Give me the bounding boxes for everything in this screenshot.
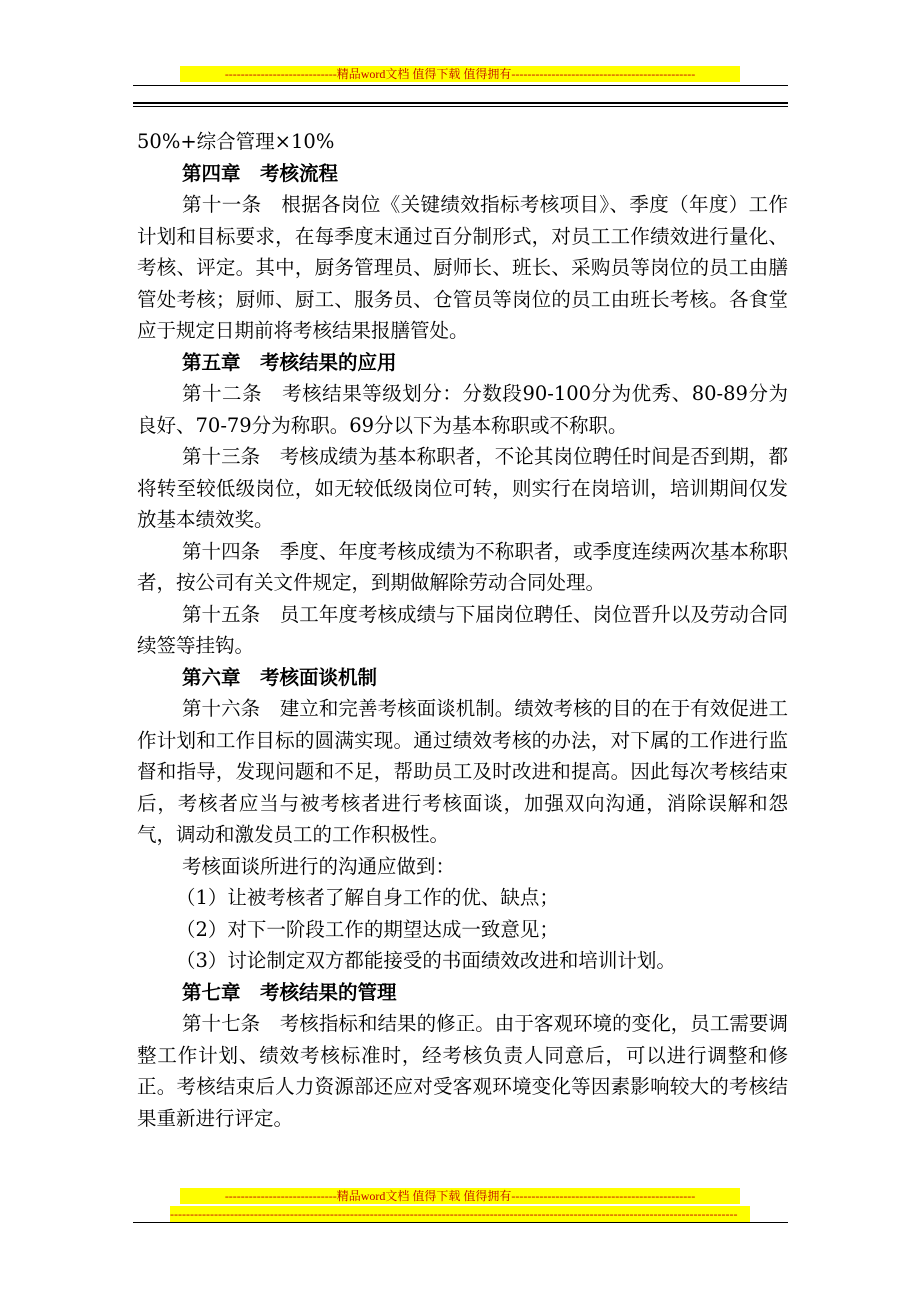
article-13: 第十三条 考核成绩为基本称职者，不论其岗位聘任时间是否到期，都将转至较低级岗位，如无较低级岗位可转，则实行在岗培训，培训期间仅发放基本绩效奖。 <box>137 445 788 531</box>
chapter-7-title: 第七章 考核结果的管理 <box>182 980 397 1004</box>
chapter-6-title: 第六章 考核面谈机制 <box>182 665 378 689</box>
chapter-5-title: 第五章 考核结果的应用 <box>182 350 397 374</box>
header-rule-thick <box>133 102 788 104</box>
article-15: 第十五条 员工年度考核成绩与下届岗位聘任、岗位晋升以及劳动合同续签等挂钩。 <box>137 602 788 657</box>
list-item: （1）让被考核者了解自身工作的优、缺点； <box>176 886 559 909</box>
chapter-4-title: 第四章 考核流程 <box>182 161 339 185</box>
article-12: 第十二条 考核结果等级划分：分数段90-100分为优秀、80-89分为良好、70-79分为称职。69分以下为基本称职或不称职。 <box>137 382 788 437</box>
footer-rule <box>133 1222 788 1223</box>
header-rule-thin <box>133 85 788 86</box>
footer-banner: ----------------------------精品word文档 值得下载 值得拥有---------------------------------------------- <box>180 1188 740 1204</box>
header-banner: ----------------------------精品word文档 值得下载 值得拥有---------------------------------------------- <box>180 66 740 82</box>
article-17: 第十七条 考核指标和结果的修正。由于客观环境的变化，员工需要调整工作计划、绩效考核标准时，经考核负责人同意后，可以进行调整和修正。考核结束后人力资源部还应对受客观环境变化等因素影响较大的考核结果重新进行评定。 <box>137 1012 788 1130</box>
list-item: （3）讨论制定双方都能接受的书面绩效改进和培训计划。 <box>176 949 676 972</box>
interview-intro: 考核面谈所进行的沟通应做到： <box>182 854 456 878</box>
continuation-line: 50%+综合管理×10% <box>137 130 335 153</box>
footer-dash-line: ---------------------------------------------------------------------------------------------------------------------------------------------- <box>170 1206 750 1222</box>
article-14: 第十四条 季度、年度考核成绩为不称职者，或季度连续两次基本称职者，按公司有关文件规定，到期做解除劳动合同处理。 <box>137 539 788 594</box>
list-item: （2）对下一阶段工作的期望达成一致意见； <box>176 917 559 941</box>
document-body <box>137 126 788 1134</box>
article-16: 第十六条 建立和完善考核面谈机制。绩效考核的目的在于有效促进工作计划和工作目标的圆满实现。通过绩效考核的办法，对下属的工作进行监督和指导，发现问题和不足，帮助员工及时改进和提高。因此每次考核结束后，考核者应当与被考核者进行考核面谈，加强双向沟通，消除误解和怨气，调动和激发员工的工作积极性。 <box>137 697 788 846</box>
article-11: 第十一条 根据各岗位《关键绩效指标考核项目》、季度（年度）工作计划和目标要求，在每季度末通过百分制形式，对员工工作绩效进行量化、考核、评定。其中，厨务管理员、厨师长、班长、采购员等岗位的员工由膳管处考核；厨师、厨工、服务员、仓管员等岗位的员工由班长考核。各食堂应于规定日期前将考核结果报膳管处。 <box>137 193 788 342</box>
header-rule-thin-2 <box>133 106 788 107</box>
